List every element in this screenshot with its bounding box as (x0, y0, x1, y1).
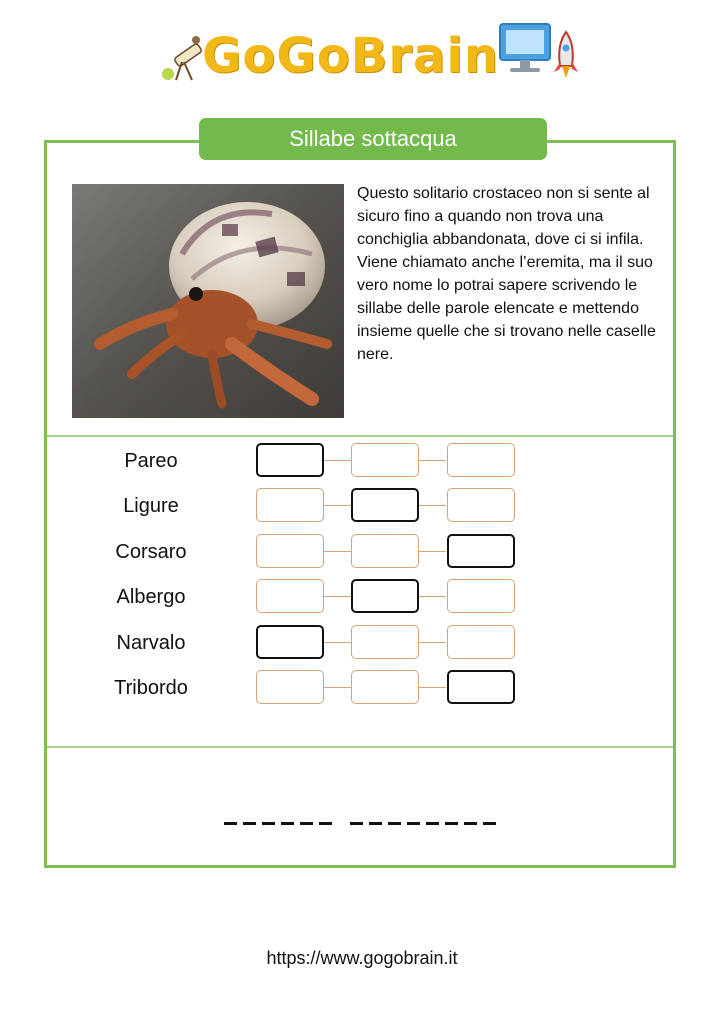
gogobrain-logo (160, 22, 580, 88)
syllable-row (0, 488, 724, 524)
letter-blank[interactable] (319, 822, 332, 825)
letter-blank[interactable] (445, 822, 458, 825)
letter-blank[interactable] (243, 822, 256, 825)
letter-blank[interactable] (407, 822, 420, 825)
letter-blank[interactable] (224, 822, 237, 825)
intro-paragraph: Questo solitario crostaceo non si sente al sicuro fino a quando non trova una conchiglia abbandonata, dove ci si infila. Viene chiamato anche l’eremita, ma il suo vero nome lo potrai sapere scrivendo le sillabe delle parole elencate e mettendo insieme quelle che si trovano nelle caselle nere. (357, 185, 656, 363)
syllable-box[interactable] (256, 670, 324, 704)
syllable-box[interactable] (256, 579, 324, 613)
letter-blank[interactable] (483, 822, 496, 825)
syllable-box[interactable] (447, 488, 515, 522)
syllable-box[interactable] (447, 625, 515, 659)
box-connector (324, 460, 351, 461)
syllable-box[interactable] (256, 534, 324, 568)
answer-syllable-box[interactable] (447, 534, 515, 568)
row-word: Albergo (116, 586, 186, 608)
letter-blank[interactable] (426, 822, 439, 825)
box-connector (324, 551, 351, 552)
box-connector (419, 551, 446, 552)
box-connector (324, 642, 351, 643)
syllable-box[interactable] (351, 625, 419, 659)
section-divider (47, 746, 673, 748)
letter-blank[interactable] (281, 822, 294, 825)
row-word: Tribordo (114, 677, 188, 699)
box-connector (324, 687, 351, 688)
row-word: Ligure (123, 495, 179, 517)
letter-blank[interactable] (350, 822, 363, 825)
box-connector (324, 505, 351, 506)
letter-blank[interactable] (369, 822, 382, 825)
row-word: Narvalo (116, 632, 186, 654)
syllable-box[interactable] (351, 670, 419, 704)
hermit-crab-photo (72, 184, 344, 418)
syllable-box[interactable] (447, 443, 515, 477)
hermit-crab-illustration (72, 184, 344, 418)
box-connector (419, 460, 446, 461)
letter-blank[interactable] (388, 822, 401, 825)
letter-blank[interactable] (262, 822, 275, 825)
syllable-box[interactable] (351, 443, 419, 477)
letter-blank[interactable] (464, 822, 477, 825)
box-connector (324, 596, 351, 597)
telescope-icon (160, 28, 206, 84)
section-divider (47, 435, 673, 437)
worksheet-title: Sillabe sottacqua (199, 118, 547, 160)
footer-url[interactable]: https://www.gogobrain.it (266, 948, 458, 968)
syllable-box[interactable] (256, 488, 324, 522)
answer-syllable-box[interactable] (256, 443, 324, 477)
computer-rocket-icon (498, 22, 582, 84)
syllable-row (0, 625, 724, 661)
box-connector (419, 596, 446, 597)
answer-syllable-box[interactable] (256, 625, 324, 659)
syllable-row (0, 443, 724, 479)
box-connector (419, 642, 446, 643)
box-connector (419, 687, 446, 688)
answer-syllable-box[interactable] (447, 670, 515, 704)
syllable-row (0, 579, 724, 615)
syllable-row (0, 670, 724, 706)
box-connector (419, 505, 446, 506)
answer-syllable-box[interactable] (351, 579, 419, 613)
answer-blanks[interactable] (0, 808, 724, 828)
logo-text: GoGoBrain (202, 28, 500, 84)
syllable-box[interactable] (447, 579, 515, 613)
row-word: Corsaro (115, 541, 187, 563)
answer-syllable-box[interactable] (351, 488, 419, 522)
letter-blank[interactable] (300, 822, 313, 825)
syllable-box[interactable] (351, 534, 419, 568)
row-word: Pareo (124, 450, 178, 472)
syllable-row (0, 534, 724, 570)
